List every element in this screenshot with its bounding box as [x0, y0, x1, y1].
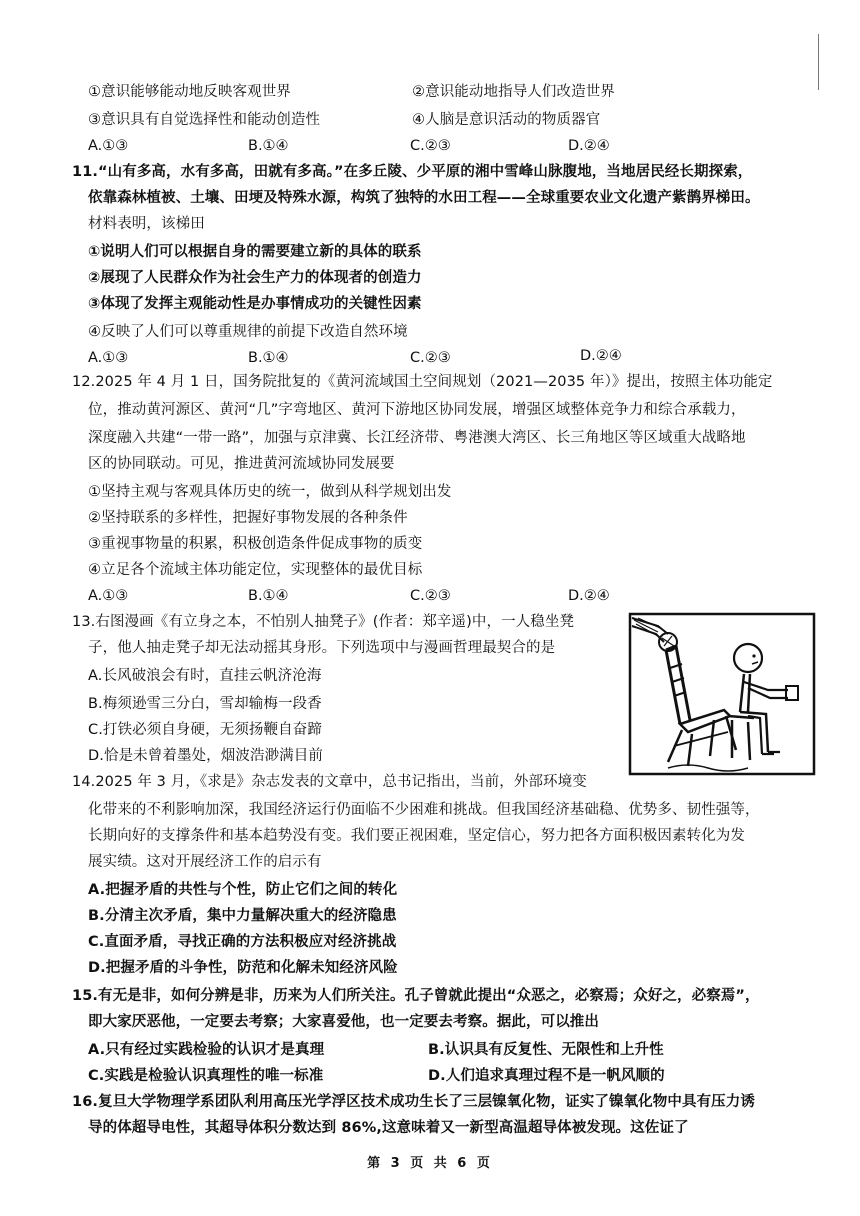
q15-option-b: B.认识具有反复性、无限性和上升性: [428, 1042, 664, 1058]
q13-stem-line-2: 子，他人抽走凳子却无法动摇其身形。下列选项中与漫画哲理最契合的是: [88, 640, 556, 656]
q11-option-a: A.①③: [88, 350, 129, 366]
q12-option-d: D.②④: [568, 588, 610, 604]
q12-option-a: A.①③: [88, 588, 129, 604]
page-number: 第 3 页 共 6 页: [367, 1156, 493, 1171]
q11-option-d: D.②④: [580, 348, 622, 364]
q11-option-b: B.①④: [248, 350, 289, 366]
q10-option-c: C.②③: [410, 138, 451, 154]
q16-stem-line-2: 导的体超导电性，其超导体积分数达到 86%,这意味着又一新型高温超导体被发现。这佐证了: [88, 1120, 689, 1136]
q11-statement-1: ①说明人们可以根据自身的需要建立新的具体的联系: [88, 244, 422, 260]
q13-option-c: C.打铁必须自身硬，无须扬鞭自奋蹄: [88, 722, 322, 738]
q14-option-c: C.直面矛盾，寻找正确的方法积极应对经济挑战: [88, 934, 397, 950]
q12-stem-line-1: 12.2025 年 4 月 1 日，国务院批复的《黄河流域国土空间规划（2021—2035 年）》提出，按照主体功能定: [72, 374, 773, 390]
q12-statement-3: ③重视事物量的积累，积极创造条件促成事物的质变: [88, 536, 423, 552]
q12-stem-line-2: 位，推动黄河源区、黄河“几”字弯地区、黄河下游地区协同发展，增强区域整体竞争力和综合承载力，: [88, 402, 746, 418]
q12-stem-line-4: 区的协同联动。可见，推进黄河流域协同发展要: [88, 456, 395, 472]
q11-stem-line-1: 11.“山有多高，水有多高，田就有多高。”在多丘陵、少平原的湘中雪峰山脉腹地，当地居民经长期探索，: [72, 164, 753, 180]
q10-option-b: B.①④: [248, 138, 289, 154]
q10-option-a: A.①③: [88, 138, 129, 154]
q14-stem-line-3: 长期向好的支撑条件和基本趋势没有变。我们要正视困难，坚定信心，努力把各方面积极因素转化为发: [88, 828, 745, 844]
q15-stem-line-1: 15.有无是非，如何分辨是非，历来为人们所关注。孔子曾就此提出“众恶之，必察焉；众好之，必察焉”，: [72, 988, 760, 1004]
q11-statement-4: ④反映了人们可以尊重规律的前提下改造自然环境: [88, 324, 408, 340]
q15-option-a: A.只有经过实践检验的认识才是真理: [88, 1042, 325, 1058]
q13-option-d: D.恰是未曾着墨处，烟波浩渺满目前: [88, 748, 323, 764]
q13-stem-line-1: 13.右图漫画《有立身之本，不怕别人抽凳子》(作者：郑辛遥)中，一人稳坐凳: [72, 614, 575, 630]
q10-statement-3: ③意识具有自觉选择性和能动创造性: [88, 112, 321, 128]
q11-statement-3: ③体现了发挥主观能动性是办事情成功的关键性因素: [88, 296, 422, 312]
cartoon-illustration: [628, 612, 816, 780]
q14-stem-line-2: 化带来的不利影响加深，我国经济运行仍面临不少困难和挑战。但我国经济基础稳、优势多、韧性强等，: [88, 802, 760, 818]
q12-option-c: C.②③: [410, 588, 451, 604]
q14-stem-line-4: 展实绩。这对开展经济工作的启示有: [88, 854, 322, 870]
q12-option-b: B.①④: [248, 588, 289, 604]
q10-option-d: D.②④: [568, 138, 610, 154]
q12-statement-1: ①坚持主观与客观具体历史的统一，做到从科学规划出发: [88, 484, 452, 500]
q12-stem-line-3: 深度融入共建“一带一路”，加强与京津冀、长江经济带、粤港澳大湾区、长三角地区等区域重大战略地: [88, 430, 746, 446]
scan-edge-line: [818, 34, 819, 90]
q11-stem-line-2: 依靠森林植被、土壤、田埂及特殊水源，构筑了独特的水田工程——全球重要农业文化遗产紫鹊界梯田。: [88, 190, 760, 206]
q11-option-c: C.②③: [410, 350, 451, 366]
q16-stem-line-1: 16.复旦大学物理学系团队利用高压光学浮区技术成功生长了三层镍氧化物，证实了镍氧化物中具有压力诱: [72, 1094, 755, 1110]
q11-statement-2: ②展现了人民群众作为社会生产力的体现者的创造力: [88, 270, 422, 286]
q15-option-d: D.人们追求真理过程不是一帆风顺的: [428, 1068, 665, 1084]
q12-statement-2: ②坚持联系的多样性，把握好事物发展的各种条件: [88, 510, 408, 526]
q13-option-a: A.长风破浪会有时，直挂云帆济沧海: [88, 668, 322, 684]
q15-stem-line-2: 即大家厌恶他，一定要去考察；大家喜爱他，也一定要去考察。据此，可以推出: [88, 1014, 599, 1030]
q12-statement-4: ④立足各个流域主体功能定位，实现整体的最优目标: [88, 562, 423, 578]
q14-option-d: D.把握矛盾的斗争性，防范和化解未知经济风险: [88, 960, 398, 976]
q10-statement-1: ①意识能够能动地反映客观世界: [88, 84, 291, 100]
q13-option-b: B.梅须逊雪三分白，雪却输梅一段香: [88, 696, 322, 712]
q11-stem-line-3: 材料表明，该梯田: [88, 216, 205, 232]
q10-statement-4: ④人脑是意识活动的物质器官: [412, 112, 601, 128]
q14-stem-line-1: 14.2025 年 3 月，《求是》杂志发表的文章中，总书记指出，当前，外部环境变: [72, 774, 587, 790]
q14-option-b: B.分清主次矛盾，集中力量解决重大的经济隐患: [88, 908, 397, 924]
q15-option-c: C.实践是检验认识真理性的唯一标准: [88, 1068, 324, 1084]
q14-option-a: A.把握矛盾的共性与个性，防止它们之间的转化: [88, 882, 398, 898]
q10-statement-2: ②意识能动地指导人们改造世界: [412, 84, 615, 100]
